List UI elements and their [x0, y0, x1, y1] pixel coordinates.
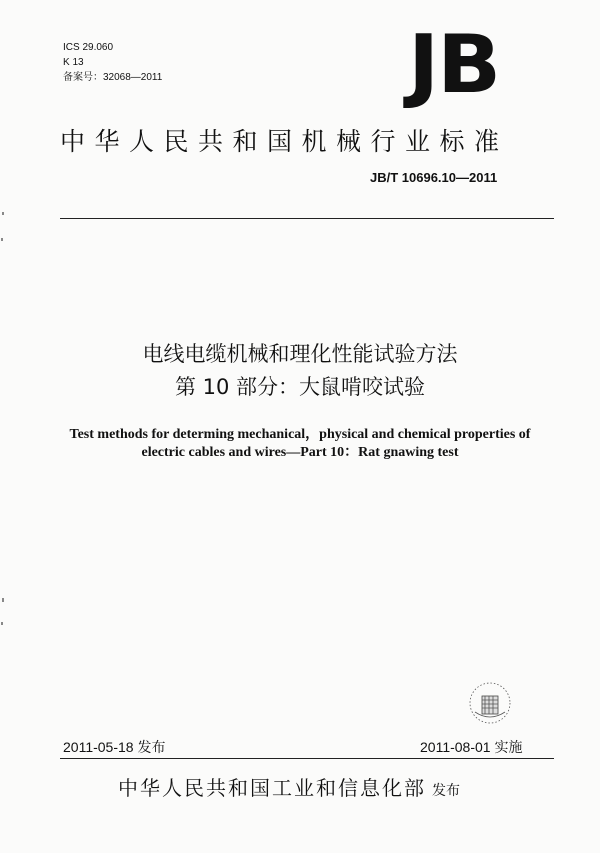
chinese-title-line-1: 电线电缆机械和理化性能试验方法: [142, 342, 458, 366]
issuing-authority: [118, 772, 460, 801]
publisher-seal-icon: [465, 678, 515, 728]
scan-edge-marks: [0, 0, 8, 853]
filing-number: 备案号：32068—2011: [63, 72, 163, 83]
issuer-suffix: 发布: [432, 783, 460, 799]
standard-code: JB/T 10696.10—2011: [370, 170, 498, 185]
issuer-name: 中华人民共和国工业和信息化部: [118, 776, 426, 800]
standard-category-title: 中华人民共和国机械行业标准: [60, 127, 509, 156]
top-divider: [60, 218, 554, 219]
chinese-title-line-2: 第 10 部分：大鼠啃咬试验: [174, 375, 426, 399]
issue-date: 2011-05-18 发布: [63, 739, 166, 755]
jb-logo: JB: [408, 18, 500, 111]
english-title-line-1: Test methods for determing mechanical，physical and chemical properties of: [69, 427, 531, 442]
english-title-line-2: electric cables and wires—Part 10：Rat gnawing test: [141, 445, 459, 460]
ics-code: ICS 29.060: [63, 42, 114, 53]
bottom-divider: [60, 758, 554, 759]
document-meta: [63, 40, 162, 85]
effective-date: 2011-08-01 实施: [420, 739, 523, 755]
classification-code: K 13: [63, 57, 84, 68]
